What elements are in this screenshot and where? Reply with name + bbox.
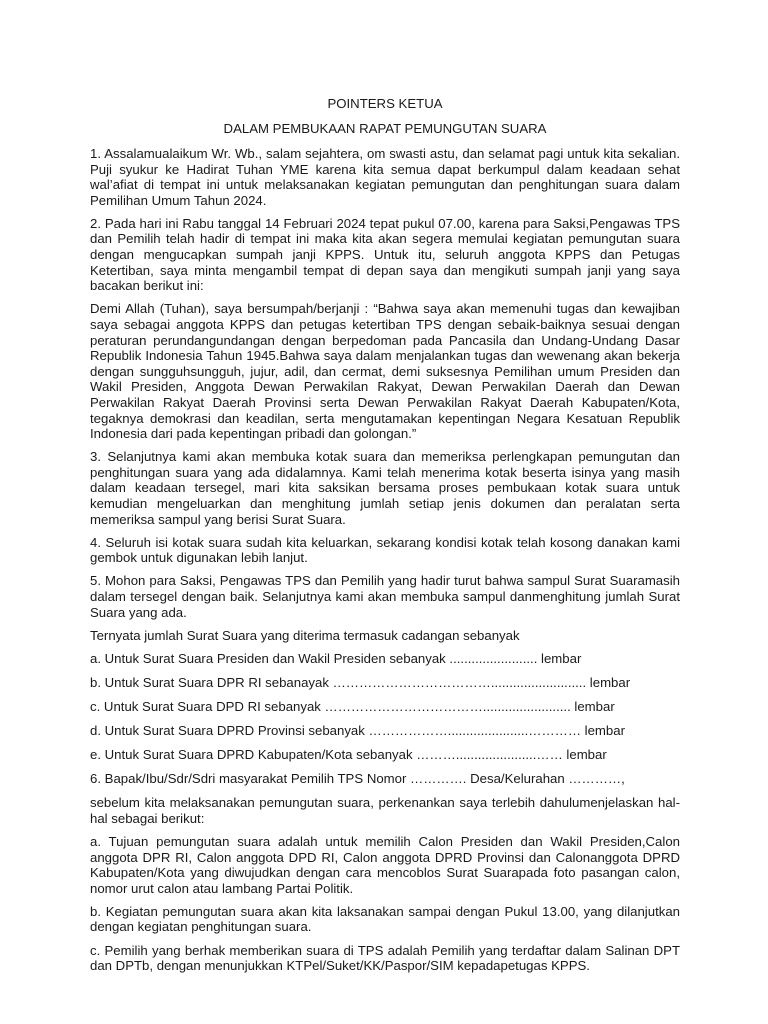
oath-paragraph: Demi Allah (Tuhan), saya bersumpah/berjanji : “Bahwa saya akan memenuhi tugas dan kewajiban saya sebagai anggota KPPS dan petugas ketertiban TPS dengan sebaik-baiknya sesuai dengan peraturan perundangundangan dengan berpedoman pada Pancasila dan Undang-Undang Dasar Republik Indonesia Tahun 1945.Bahwa saya dalam menjalankan tugas dan wewenang akan bekerja dengan sungguhsungguh, jujur, adil, dan cermat, demi suksesnya Pemilihan umum Presiden dan Wakil Presiden, Anggota Dewan Perwakilan Rakyat, Dewan Perwakilan Daerah dan Dewan Perwakilan Rakyat Daerah Provinsi serta Dewan Perwakilan Rakyat Daerah Kabupaten/Kota, tegaknya demokrasi dan keadilan, serta mengutamakan kepentingan Negara Kesatuan Republik Indonesia dari pada kepentingan pribadi dan golongan.” xyxy=(90,301,680,442)
point-b: b. Kegiatan pemungutan suara akan kita laksanakan sampai dengan Pukul 13.00, yang dilanjutkan dengan kegiatan penghitungan suara. xyxy=(90,903,680,935)
paragraph-4: 4. Seluruh isi kotak suara sudah kita keluarkan, sekarang kondisi kotak telah kosong danakan kami gembok untuk digunakan lebih lanjut. xyxy=(90,534,680,566)
paragraph-2: 2. Pada hari ini Rabu tanggal 14 Februari 2024 tepat pukul 07.00, karena para Saksi,Pengawas TPS dan Pemilih telah hadir di tempat ini maka kita akan segera memulai kegiatan pemungutan suara dengan mengucapkan sumpah janji KPPS. Untuk itu, seluruh anggota KPPS dan Petugas Ketertiban, saya minta mengambil tempat di depan saya dan mengikuti sumpah janji yang saya bacakan berikut ini: xyxy=(90,215,680,294)
ballot-total-intro: Ternyata jumlah Surat Suara yang diterima termasuk cadangan sebanyak xyxy=(90,627,520,643)
point-a: a. Tujuan pemungutan suara adalah untuk memilih Calon Presiden dan Wakil Presiden,Calon anggota DPR RI, Calon anggota DPD RI, Calon anggota DPRD Provinsi dan Calonanggota DPRD Kabupaten/Kota yang diwujudkan dengan cara mencoblos Surat Suarapada foto pasangan calon, nomor urut calon atau lambang Partai Politik. xyxy=(90,833,680,896)
document-title: POINTERS KETUA xyxy=(327,96,443,111)
ballot-row-president: a. Untuk Surat Suara Presiden dan Wakil Presiden sebanyak ........................ lembar xyxy=(90,650,582,666)
paragraph-5: 5. Mohon para Saksi, Pengawas TPS dan Pemilih yang hadir turut bahwa sampul Surat Suaramasih dalam tersegel dengan baik. Selanjutnya kami akan membuka sampul danmenghitung jumlah Surat Suara yang ada. xyxy=(90,573,680,620)
document-page xyxy=(90,95,680,981)
paragraph-6: 6. Bapak/Ibu/Sdr/Sdri masyarakat Pemilih TPS Nomor …………. Desa/Kelurahan …………, xyxy=(90,771,625,787)
ballot-row-dpd: c. Untuk Surat Suara DPD RI sebanyak ………………………………........................ lembar xyxy=(90,698,615,714)
ballot-row-dprd-provinsi: d. Untuk Surat Suara DPRD Provinsi sebanyak ………………......................………… lembar xyxy=(90,723,625,738)
ballot-row-dprd-kabupaten: e. Untuk Surat Suara DPRD Kabupaten/Kota sebanyak ………......................…… lembar xyxy=(90,747,607,763)
explanation-intro: sebelum kita melaksanakan pemungutan suara, perkenankan saya terlebih dahulumenjelaskan hal-hal sebagai berikut: xyxy=(90,795,680,826)
point-c: c. Pemilih yang berhak memberikan suara di TPS adalah Pemilih yang terdaftar dalam Salinan DPT dan DPTb, dengan menunjukkan KTPel/Suket/KK/Paspor/SIM kepadapetugas KPPS. xyxy=(90,942,680,974)
paragraph-1: 1. Assalamualaikum Wr. Wb., salam sejahtera, om swasti astu, dan selamat pagi untuk kita sekalian. Puji syukur ke Hadirat Tuhan YME karena kita semua dapat berkumpul dalam keadaan sehat wal’afiat di tempat ini untuk melaksanakan kegiatan pemungutan dan penghitungan suara dalam Pemilihan Umum Tahun 2024. xyxy=(90,146,680,208)
ballot-row-dpr: b. Untuk Surat Suara DPR RI sebanayak ……………………………….......................... lembar xyxy=(90,674,631,690)
document-subtitle: DALAM PEMBUKAAN RAPAT PEMUNGUTAN SUARA xyxy=(223,121,547,136)
paragraph-3: 3. Selanjutnya kami akan membuka kotak suara dan memeriksa perlengkapan pemungutan dan penghitungan suara yang ada didalamnya. Kami telah menerima kotak beserta isinya yang masih dalam keadaan tersegel, mari kita saksikan bersama proses pembukaan kotak suara untuk kemudian mengeluarkan dan menghitung jumlah setiap jenis dokumen dan peralatan serta memeriksa sampul yang berisi Surat Suara. xyxy=(90,449,680,527)
